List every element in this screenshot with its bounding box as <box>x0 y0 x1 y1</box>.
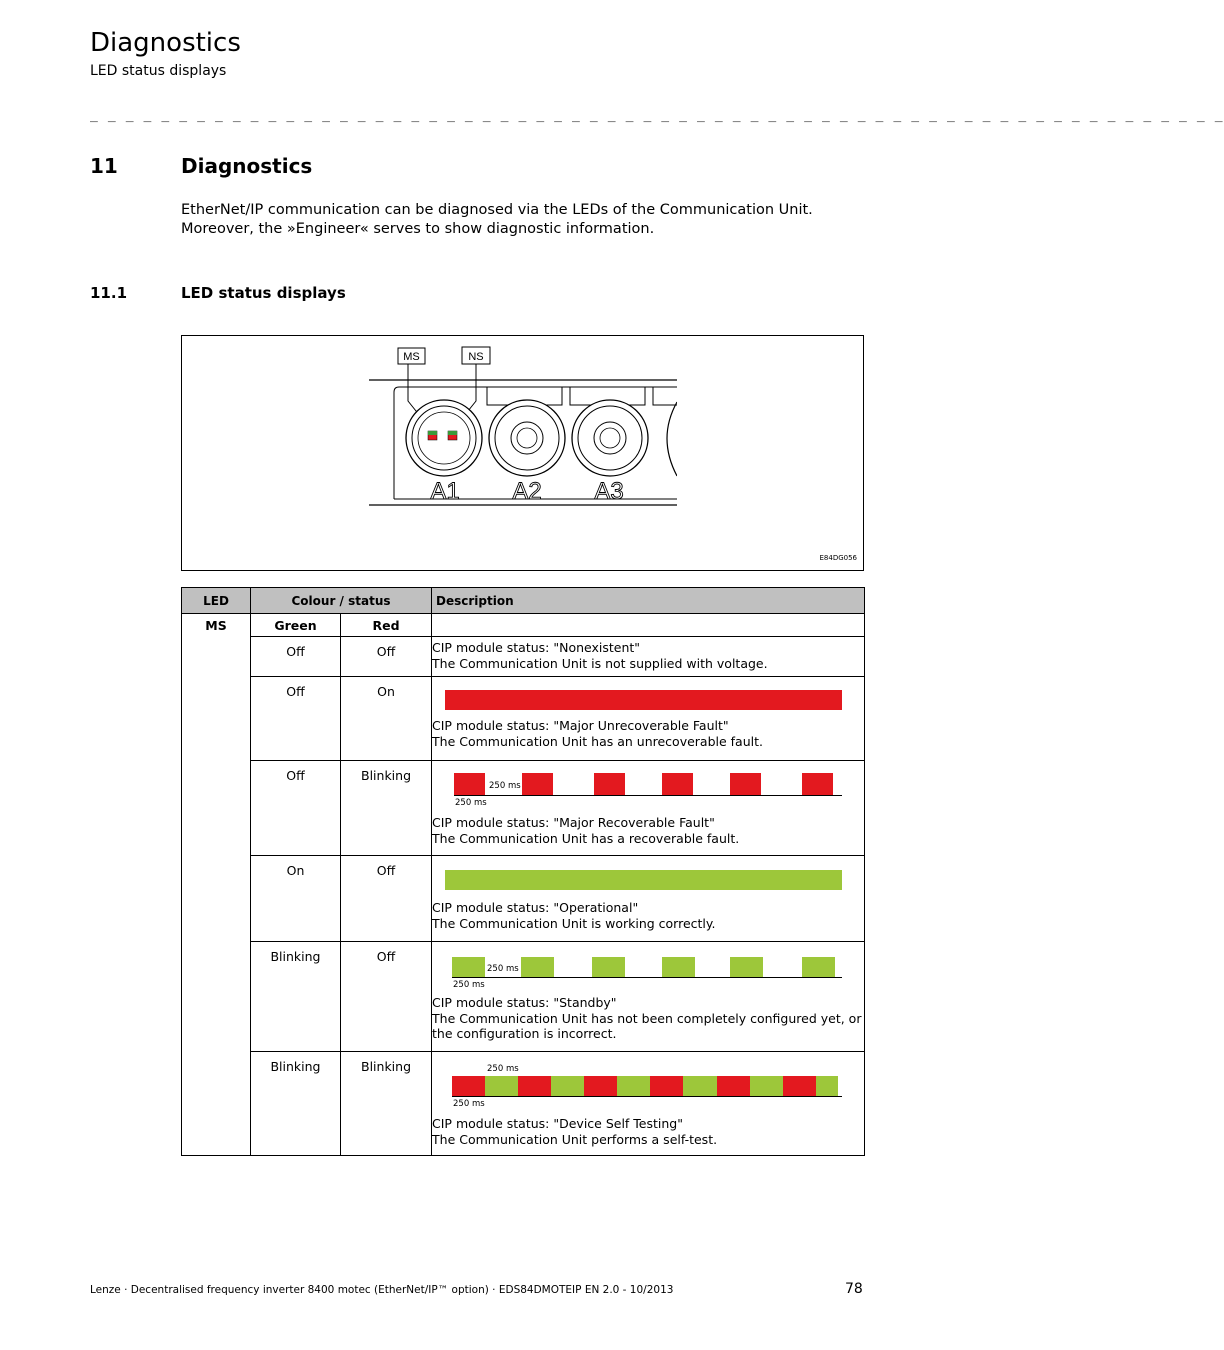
green-status: Off <box>251 761 341 856</box>
led-timing-diagram <box>432 856 842 899</box>
description-line-1: CIP module status: "Nonexistent" <box>432 640 641 655</box>
description-cell <box>432 1052 865 1156</box>
running-header-subtitle: LED status displays <box>90 63 227 79</box>
green-solid-bar <box>445 870 842 890</box>
description-cell <box>432 637 865 677</box>
description-line-2: The Communication Unit has an unrecoverable fault. <box>432 734 763 749</box>
device-drawing <box>182 336 863 570</box>
ns-label: NS <box>468 351 484 363</box>
section-number: 11 <box>90 154 118 178</box>
table-subheader-row <box>182 614 865 637</box>
description-line-1: CIP module status: "Major Unrecoverable Fault" <box>432 718 729 733</box>
red-status: Off <box>341 942 432 1052</box>
led-timing-diagram <box>432 761 842 813</box>
red-status: Blinking <box>341 761 432 856</box>
description-line-2: The Communication Unit is not supplied with voltage. <box>432 656 768 671</box>
red-status: Blinking <box>341 1052 432 1156</box>
port-label-a2: A2 <box>512 478 542 505</box>
page-footer: Lenze · Decentralised frequency inverter 8400 motec (EtherNet/IP™ option) · EDS84DMOTEIP EN 2.0 - 10/2013 <box>90 1284 674 1296</box>
table-row <box>182 637 865 677</box>
subheader-green: Green <box>251 614 341 637</box>
green-status: Off <box>251 637 341 677</box>
subsection-number: 11.1 <box>90 284 128 302</box>
description-line-1: CIP module status: "Device Self Testing" <box>432 1116 683 1131</box>
led-location-figure <box>181 335 864 571</box>
description-cell <box>432 942 865 1052</box>
port-label-a3: A3 <box>594 478 624 505</box>
header-separator: _ _ _ _ _ _ _ _ _ _ _ _ _ _ _ _ _ _ _ _ _ _ _ _ _ _ _ _ _ _ _ _ _ _ _ _ _ _ _ _ _ _ _ _ _ _ _ _ _ _ _ _ _ _ _ _ _ _ _ _ _ _ _ _ <box>90 108 1224 123</box>
description-line-2: The Communication Unit has not been completely configured yet, or the configuration is incorrect. <box>432 1011 862 1041</box>
header-description: Description <box>432 588 865 614</box>
running-header-title: Diagnostics <box>90 28 241 58</box>
led-timing-diagram <box>432 677 842 717</box>
description-cell <box>432 856 865 942</box>
header-led: LED <box>182 588 251 614</box>
led-ms-cell: MS <box>182 614 251 1156</box>
description-cell <box>432 761 865 856</box>
header-colour-status: Colour / status <box>251 588 432 614</box>
red-status: On <box>341 677 432 761</box>
timing-label-on: 250 ms <box>487 964 519 974</box>
timing-label-red: 250 ms <box>453 1099 485 1109</box>
table-row <box>182 942 865 1052</box>
description-cell <box>432 677 865 761</box>
led-timing-diagram <box>432 1052 842 1114</box>
red-status: Off <box>341 856 432 942</box>
table-row <box>182 761 865 856</box>
timing-label-off: 250 ms <box>453 980 485 990</box>
led-status-table <box>181 587 865 1156</box>
green-status: Blinking <box>251 1052 341 1156</box>
subsection-title: LED status displays <box>181 284 346 302</box>
table-row <box>182 1052 865 1156</box>
description-line-2: The Communication Unit has a recoverable fault. <box>432 831 740 846</box>
timing-label-green: 250 ms <box>487 1064 519 1074</box>
page-number: 78 <box>845 1281 863 1297</box>
figure-code: E84DG056 <box>819 554 857 562</box>
description-line-2: The Communication Unit is working correctly. <box>432 916 716 931</box>
ms-label: MS <box>403 351 420 363</box>
green-status: On <box>251 856 341 942</box>
subheader-red: Red <box>341 614 432 637</box>
red-solid-bar <box>445 690 842 710</box>
green-status: Off <box>251 677 341 761</box>
description-line-2: The Communication Unit performs a self-test. <box>432 1132 718 1147</box>
table-row <box>182 677 865 761</box>
timing-label-off: 250 ms <box>455 798 487 808</box>
table-row <box>182 856 865 942</box>
timing-label-on: 250 ms <box>489 781 521 791</box>
description-line-1: CIP module status: "Operational" <box>432 900 639 915</box>
port-label-a1: A1 <box>430 478 460 505</box>
section-intro: EtherNet/IP communication can be diagnosed via the LEDs of the Communication Unit. Moreover, the »Engineer« serves to show diagnostic information. <box>181 202 813 237</box>
red-status: Off <box>341 637 432 677</box>
description-line-1: CIP module status: "Standby" <box>432 995 617 1010</box>
green-status: Blinking <box>251 942 341 1052</box>
description-line-1: CIP module status: "Major Recoverable Fault" <box>432 815 715 830</box>
section-title: Diagnostics <box>181 154 313 178</box>
led-timing-diagram <box>432 942 842 993</box>
table-header-row <box>182 588 865 614</box>
